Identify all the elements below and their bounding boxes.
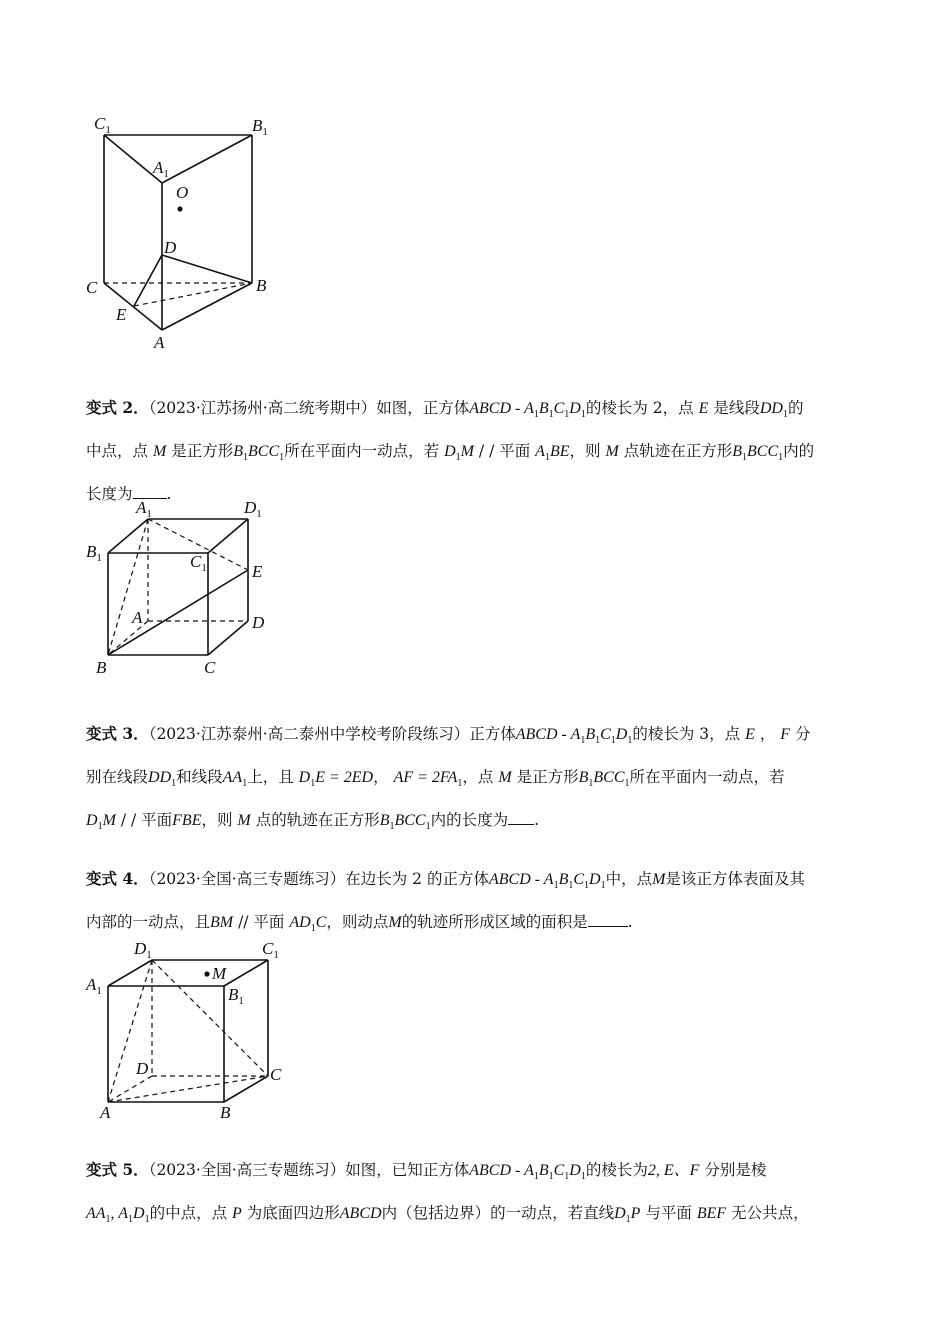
- q4-line-1: 变式 4．（2023·全国·高三专题练习）在边长为 2 的正方体ABCD - $A_1B_1C_1D_1$中，点M是该正方体表面及其: [86, 869, 805, 892]
- edge-d1-a1: [108, 960, 152, 986]
- edge-a-b: [162, 283, 252, 330]
- figure-cube-2: [80, 495, 290, 680]
- label-c: C: [86, 278, 98, 297]
- cube-diagram-4: [80, 932, 300, 1127]
- label-b: B: [256, 276, 267, 295]
- edge-e-b-hidden: [134, 283, 252, 306]
- point-o: [177, 206, 182, 211]
- edge-d-b: [162, 255, 252, 283]
- label-m: M: [212, 964, 227, 983]
- edge-c1-b1: [224, 960, 268, 986]
- edge-d-e: [134, 255, 162, 306]
- figure-cube-4: [80, 932, 300, 1127]
- figure-prism: [80, 105, 290, 355]
- edge-c-a: [104, 283, 162, 330]
- label-b: B: [96, 658, 107, 677]
- label-a: A: [132, 608, 143, 627]
- label-a1: $A_1$: [86, 975, 102, 997]
- label-d: D: [164, 238, 177, 257]
- q2-line-2: 中点，点 M 是正方形$B_1BCC_1$所在平面内一动点，若 $D_1M$ / / 平面 $A_1BE$，则 M 点轨迹在正方形$B_1BCC_1$内的: [86, 442, 815, 464]
- q3-line-2: 别在线段$DD_1$和线段$AA_1$上，且 $D_1E = 2ED$， AF = $2FA_1$，点 M 是正方形$B_1BCC_1$所在平面内一动点，若: [86, 768, 785, 790]
- label-c: C: [270, 1065, 282, 1084]
- q2-line-1: 变式 2．（2023·江苏扬州·高二统考期中）如图，正方体ABCD - $A_1B_1C_1D_1$的棱长为 2，点 E 是线段$DD_1$的: [86, 398, 804, 421]
- answer-blank: [508, 810, 534, 825]
- label-a1: $A_1$: [136, 498, 152, 520]
- label-d1: $D_1$: [244, 498, 262, 520]
- q5-line-1: 变式 5．（2023·全国·高三专题练习）如图，已知正方体ABCD - $A_1B_1C_1D_1$的棱长为2, E、F 分别是棱: [86, 1160, 767, 1183]
- q3-line-1: 变式 3．（2023·江苏泰州·高二泰州中学校考阶段练习）正方体ABCD - $A_1B_1C_1D_1$的棱长为 3，点 E ， F 分: [86, 724, 811, 747]
- label-c1: $C_1$: [190, 552, 207, 574]
- label-b1: $B_1$: [86, 542, 102, 564]
- label-e: E: [252, 562, 263, 581]
- label-a1: $A_1$: [153, 158, 169, 180]
- label-c1: $C_1$: [262, 939, 279, 961]
- label-b1: $B_1$: [228, 985, 244, 1007]
- label-a: A: [100, 1103, 111, 1122]
- label-b: B: [220, 1103, 231, 1122]
- label-o: O: [176, 183, 189, 202]
- q5-line-2: $AA_1$, $A_1D_1$的中点，点 P 为底面四边形ABCD内（包括边界）的一动点，若直线$D_1P$ 与平面 BEF 无公共点，: [86, 1204, 809, 1226]
- question-5: [86, 1152, 866, 1238]
- edge-a1-b1: [162, 135, 252, 183]
- q4-line-2: 内部的一动点，且BM // 平面 $AD_1C$，则动点M的轨迹所形成区域的面积是 .: [86, 913, 633, 935]
- answer-blank: [588, 912, 628, 927]
- edge-d1-c-hidden: [152, 960, 268, 1076]
- edge-d1-c1: [208, 519, 248, 553]
- edge-a-c-hidden: [108, 1076, 268, 1102]
- label-b1: $B_1$: [252, 116, 268, 138]
- label-d: D: [136, 1059, 149, 1078]
- edge-a1-b1: [108, 519, 148, 553]
- point-m: [204, 971, 209, 976]
- label-a: A: [154, 333, 165, 352]
- q3-line-3: $D_1M$ / / 平面FBE，则 M 点的轨迹在正方形$B_1BCC_1$内的长度为 .: [86, 811, 540, 833]
- q2-line-3: 长度为 .: [86, 485, 172, 504]
- label-e: E: [116, 305, 127, 324]
- label-c1: $C_1$: [94, 114, 111, 136]
- edge-c-d: [208, 621, 248, 655]
- label-d: D: [252, 613, 265, 632]
- cube-diagram-2: [80, 495, 290, 680]
- question-3: [86, 716, 866, 846]
- label-d1: $D_1$: [134, 939, 152, 961]
- label-c: C: [204, 658, 216, 677]
- prism-diagram: [80, 105, 290, 355]
